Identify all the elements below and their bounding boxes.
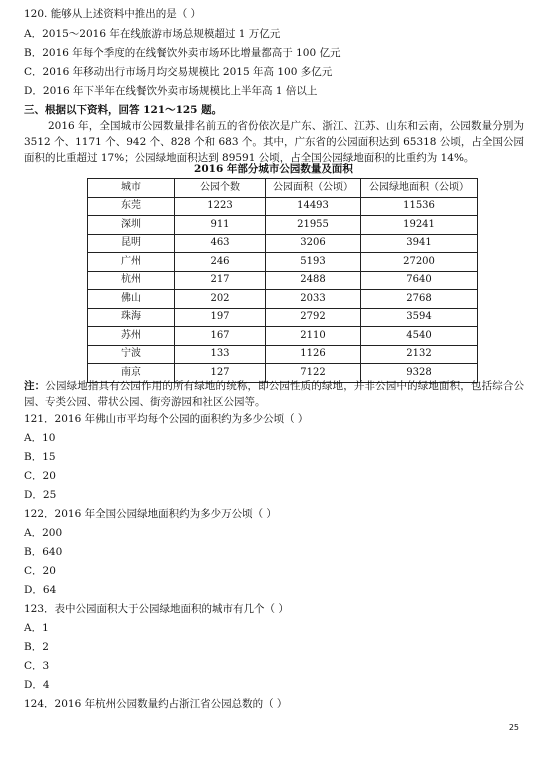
q121-option-d: D．25 — [24, 489, 57, 501]
cell-park-count: 127 — [175, 364, 266, 383]
table-row — [88, 216, 478, 235]
table-note — [24, 378, 524, 410]
table-row — [88, 253, 478, 272]
cell-park-area: 2488 — [266, 271, 361, 290]
park-data-table — [87, 178, 478, 383]
cell-green-area: 3594 — [361, 308, 478, 327]
table-row — [88, 327, 478, 346]
cell-park-area: 2033 — [266, 290, 361, 309]
cell-green-area: 27200 — [361, 253, 478, 272]
cell-green-area: 11536 — [361, 197, 478, 216]
cell-city: 昆明 — [88, 234, 175, 253]
q123-stem: 123．表中公园面积大于公园绿地面积的城市有几个（ ） — [24, 603, 289, 615]
page-number: 25 — [508, 723, 519, 732]
q123-option-a: A．1 — [24, 622, 49, 634]
cell-park-count: 217 — [175, 271, 266, 290]
cell-park-count: 197 — [175, 308, 266, 327]
q123-option-b: B．2 — [24, 641, 49, 653]
table-row — [88, 197, 478, 216]
table-header-row — [88, 179, 478, 198]
table-row — [88, 234, 478, 253]
cell-city: 佛山 — [88, 290, 175, 309]
header-green-area: 公园绿地面积（公顷） — [361, 179, 478, 198]
cell-park-count: 133 — [175, 345, 266, 364]
cell-city: 广州 — [88, 253, 175, 272]
table-caption: 2016 年部分城市公园数量及面积 — [194, 163, 353, 175]
cell-city: 杭州 — [88, 271, 175, 290]
cell-green-area: 3941 — [361, 234, 478, 253]
cell-park-count: 911 — [175, 216, 266, 235]
cell-green-area: 19241 — [361, 216, 478, 235]
q120-option-a: A．2015～2016 年在线旅游市场总规模超过 1 万亿元 — [24, 28, 281, 40]
q122-option-b: B．640 — [24, 546, 63, 558]
cell-city: 珠海 — [88, 308, 175, 327]
header-park-area: 公园面积（公顷） — [266, 179, 361, 198]
q122-stem: 122．2016 年全国公园绿地面积约为多少万公顷（ ） — [24, 508, 277, 520]
q123-option-d: D．4 — [24, 679, 50, 691]
cell-city: 宁波 — [88, 345, 175, 364]
cell-park-count: 246 — [175, 253, 266, 272]
q122-option-c: C．20 — [24, 565, 56, 577]
table-row — [88, 290, 478, 309]
cell-green-area: 7640 — [361, 271, 478, 290]
cell-park-area: 21955 — [266, 216, 361, 235]
cell-park-count: 463 — [175, 234, 266, 253]
q120-stem: 120. 能够从上述资料中推出的是（ ） — [24, 8, 202, 20]
header-park-count: 公园个数 — [175, 179, 266, 198]
q123-option-c: C．3 — [24, 660, 50, 672]
cell-city: 苏州 — [88, 327, 175, 346]
note-text: 公园绿地指具有公园作用的所有绿地的统称，即公园性质的绿地，并非公园中的绿地面积，包括综合公园、专类公园、带状公园、街旁游园和社区公园等。 — [24, 380, 525, 408]
q120-option-b: B．2016 年每个季度的在线餐饮外卖市场环比增量都高于 100 亿元 — [24, 47, 341, 59]
cell-city: 南京 — [88, 364, 175, 383]
q124-stem: 124．2016 年杭州公园数量约占浙江省公园总数的（ ） — [24, 698, 288, 710]
table-row — [88, 271, 478, 290]
cell-green-area: 2768 — [361, 290, 478, 309]
cell-green-area: 4540 — [361, 327, 478, 346]
q121-option-b: B．15 — [24, 451, 56, 463]
cell-park-count: 167 — [175, 327, 266, 346]
q120-option-d: D．2016 年下半年在线餐饮外卖市场规模比上半年高 1 倍以上 — [24, 85, 318, 97]
cell-city: 东莞 — [88, 197, 175, 216]
cell-park-area: 2792 — [266, 308, 361, 327]
passage: 2016 年，全国城市公园数量排名前五的省份依次是广东、浙江、江苏、山东和云南，公园数量分别为 3512 个、1171 个、942 个、828 个和 683 个。其中，广东省的公园面积达到 65318 公顷，占全国公园面积的比重超过 17%；公园绿地面积达到 89591 公顷，占全国公园绿地面积的比重约为 14%。 — [24, 120, 524, 164]
cell-park-area: 2110 — [266, 327, 361, 346]
cell-park-area: 7122 — [266, 364, 361, 383]
cell-park-count: 1223 — [175, 197, 266, 216]
cell-park-area: 5193 — [266, 253, 361, 272]
cell-green-area: 9328 — [361, 364, 478, 383]
q122-option-a: A．200 — [24, 527, 63, 539]
cell-park-area: 3206 — [266, 234, 361, 253]
cell-green-area: 2132 — [361, 345, 478, 364]
cell-park-count: 202 — [175, 290, 266, 309]
q121-option-c: C．20 — [24, 470, 56, 482]
cell-park-area: 14493 — [266, 197, 361, 216]
note-label: 注： — [24, 380, 46, 392]
table-row — [88, 345, 478, 364]
q120-option-c: C．2016 年移动出行市场月均交易规模比 2015 年高 100 多亿元 — [24, 66, 333, 78]
cell-park-area: 1126 — [266, 345, 361, 364]
section-heading: 三、根据以下资料，回答 121～125 题。 — [24, 104, 223, 116]
cell-city: 深圳 — [88, 216, 175, 235]
q121-stem: 121．2016 年佛山市平均每个公园的面积约为多少公顷（ ） — [24, 413, 309, 425]
table-row — [88, 308, 478, 327]
q121-option-a: A．10 — [24, 432, 56, 444]
header-city: 城市 — [88, 179, 175, 198]
q122-option-d: D．64 — [24, 584, 57, 596]
